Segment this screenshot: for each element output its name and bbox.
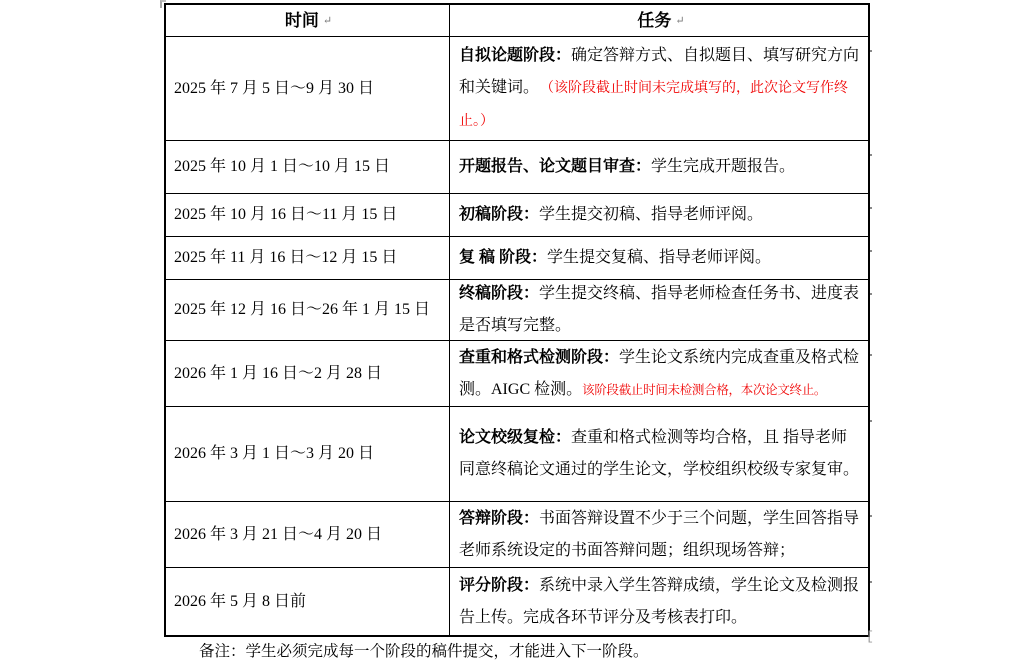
table-row	[166, 141, 868, 194]
time-text: 2025 年 7 月 5 日～9 月 30 日	[174, 79, 375, 97]
row-end-formatting-mark	[870, 354, 872, 356]
task-segment: 学生提交初稿、指导老师评阅。	[539, 206, 764, 223]
task-segment: 评分阶段：	[459, 576, 540, 594]
time-text: 2025 年 12 月 16 日～26 年 1 月 15 日	[174, 301, 431, 318]
time-cell[interactable]	[166, 237, 450, 279]
thesis-schedule-table	[164, 3, 870, 637]
task-segment: 论文校级复检：	[459, 429, 572, 446]
task-segment: 学生完成开题报告。	[651, 158, 796, 175]
time-cell[interactable]	[166, 37, 450, 140]
task-segment: 确定答辩方式、自拟题目、填写研究方向和关键词。	[459, 46, 860, 96]
row-end-formatting-mark	[870, 293, 872, 295]
time-cell[interactable]	[166, 280, 450, 340]
time-text: 2025 年 10 月 16 日～11 月 15 日	[174, 206, 398, 223]
time-text: 2025 年 10 月 1 日～10 月 15 日	[174, 158, 391, 175]
task-text	[459, 422, 863, 486]
row-end-formatting-mark	[870, 420, 872, 422]
task-segment: 自拟论题阶段：	[459, 46, 572, 64]
task-cell[interactable]	[450, 237, 868, 279]
task-segment: 初稿阶段：	[459, 206, 540, 223]
task-cell[interactable]	[450, 141, 868, 193]
header-cell-time[interactable]	[166, 5, 450, 36]
table-row	[166, 568, 868, 635]
row-end-formatting-mark	[870, 581, 872, 583]
task-cell[interactable]	[450, 280, 868, 340]
task-text	[459, 242, 863, 274]
task-segment: 查重和格式检测等均合格，且 指导老师同意终稿论文通过的学生论文，学校组织校级专家复审。	[459, 429, 860, 478]
task-text	[459, 199, 863, 231]
time-text: 2026 年 5 月 8 日前	[174, 592, 307, 610]
time-text: 2026 年 3 月 21 日～4 月 20 日	[174, 525, 383, 543]
table-row	[166, 407, 868, 502]
task-cell[interactable]	[450, 502, 868, 567]
row-end-formatting-mark	[870, 50, 872, 52]
task-cell[interactable]	[450, 407, 868, 501]
task-segment: 学生论文系统内完成查重及格式检测。AIGC 检测。	[459, 348, 860, 398]
task-segment: 书面答辩设置不少于三个问题，学生回答指导老师系统设定的书面答辩问题；组织现场答辩；	[459, 509, 860, 559]
table-row	[166, 194, 868, 237]
task-text	[459, 342, 863, 406]
row-end-formatting-mark	[870, 515, 872, 517]
task-segment: 开题报告、论文题目审查：	[459, 158, 652, 175]
time-cell[interactable]	[166, 141, 450, 193]
task-text	[459, 40, 863, 138]
header-time-label: 时间	[284, 10, 319, 30]
task-segment: 系统中录入学生答辩成绩，学生论文及检测报告上传。完成各环节评分及考核表打印。	[459, 576, 860, 626]
paragraph-mark-icon: ↵	[322, 14, 333, 27]
end-of-table-mark: [	[866, 629, 874, 644]
time-cell[interactable]	[166, 194, 450, 236]
time-cell[interactable]	[166, 341, 450, 406]
task-cell[interactable]	[450, 341, 868, 406]
table-row	[166, 502, 868, 568]
table-row	[166, 37, 868, 141]
footer-note: 备注：学生必须完成每一个阶段的稿件提交，才能进入下一阶段。	[199, 643, 649, 660]
row-end-formatting-mark	[870, 207, 872, 209]
row-end-formatting-mark	[870, 154, 872, 156]
time-text: 2026 年 1 月 16 日～2 月 28 日	[174, 364, 383, 382]
time-cell[interactable]	[166, 502, 450, 567]
task-segment: 查重和格式检测阶段：	[459, 348, 620, 366]
task-segment: 学生提交复稿、指导老师评阅。	[547, 249, 772, 266]
paragraph-mark-icon: ↵	[675, 14, 685, 27]
table-row	[166, 341, 868, 407]
table-row	[166, 280, 868, 341]
task-segment: 学生提交终稿、指导老师检查任务书、进度表是否填写完整。	[459, 285, 860, 334]
task-segment: （该阶段截止时间未完成填写的，此次论文写作终止。）	[459, 80, 849, 129]
time-text: 2025 年 11 月 16 日～12 月 15 日	[174, 249, 398, 266]
header-task-label: 任务	[637, 10, 672, 30]
table-header-row	[166, 5, 868, 37]
task-text	[459, 570, 863, 634]
task-segment: 复 稿 阶段：	[459, 249, 548, 266]
table-row	[166, 237, 868, 280]
task-cell[interactable]	[450, 568, 868, 635]
table-body	[166, 37, 868, 635]
time-cell[interactable]	[166, 568, 450, 635]
task-text	[459, 503, 863, 567]
time-cell[interactable]	[166, 407, 450, 501]
row-end-formatting-mark	[870, 250, 872, 252]
time-text: 2026 年 3 月 1 日～3 月 20 日	[174, 445, 375, 462]
task-segment: 该阶段截止时间未检测合格，本次论文终止。	[582, 382, 827, 397]
task-segment: 答辩阶段：	[459, 509, 540, 527]
task-text	[459, 151, 863, 183]
task-text	[459, 278, 863, 342]
task-cell[interactable]	[450, 37, 868, 140]
task-segment: 终稿阶段：	[459, 285, 540, 302]
header-cell-task[interactable]	[450, 5, 868, 36]
task-cell[interactable]	[450, 194, 868, 236]
